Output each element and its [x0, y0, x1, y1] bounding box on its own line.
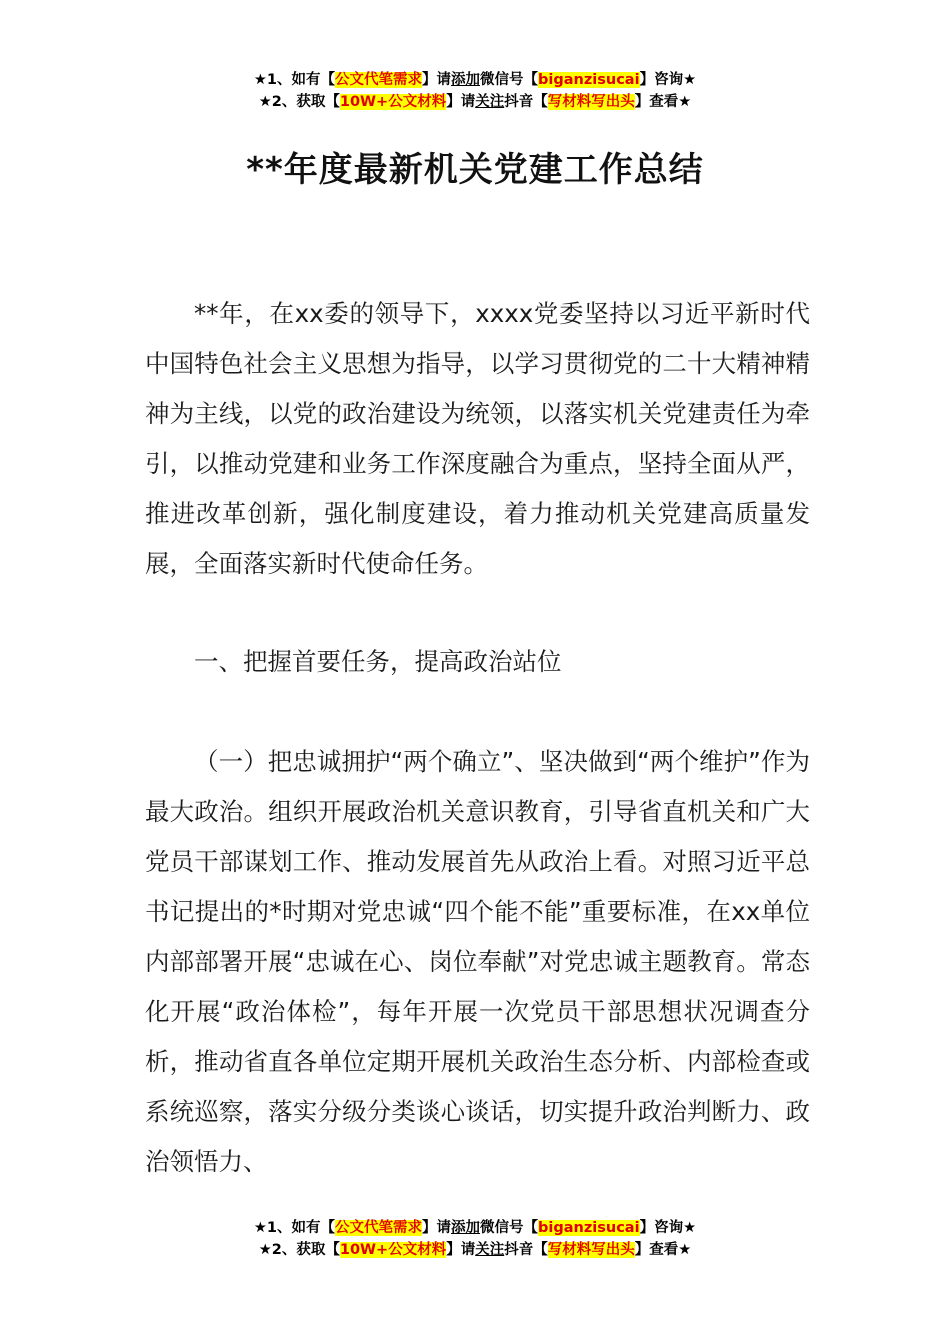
intro-section: [145, 289, 810, 589]
promo-text: 微信号【: [480, 72, 539, 88]
header-promo-banner: [0, 69, 950, 113]
promo-text: 】咨询★: [639, 1220, 697, 1236]
promo-highlight: 10W+公文材料: [339, 94, 447, 110]
footer-promo-banner: [0, 1217, 950, 1261]
promo-highlight: biganzisucai: [538, 72, 640, 88]
body-paragraph: （一）把忠诚拥护“两个确立”、坚决做到“两个维护”作为最大政治。组织开展政治机关意识教育，引导省直机关和广大党员干部谋划工作、推动发展首先从政治上看。对照习近平总书记提出的*时期对党忠诚“四个能不能”重要标准，在xx单位内部部署开展“忠诚在心、岗位奉献”对党忠诚主题教育。常态化开展“政治体检”，每年开展一次党员干部思想状况调查分析，推动省直各单位定期开展机关政治生态分析、内部检查或系统巡察，落实分级分类谈心谈话，切实提升政治判断力、政治领悟力、: [145, 747, 810, 1176]
promo-underline: 关注: [475, 1242, 505, 1258]
promo-highlight: 公文代笔需求: [335, 1220, 423, 1236]
document-title: **年度最新机关党建工作总结: [246, 150, 704, 190]
promo-text: 抖音【: [504, 1242, 548, 1258]
promo-text: 微信号【: [480, 1220, 539, 1236]
promo-highlight: biganzisucai: [538, 1220, 640, 1236]
promo-underline: 关注: [475, 94, 505, 110]
promo-text: 】查看★: [634, 94, 692, 110]
promo-underline: 添加: [451, 72, 481, 88]
promo-underline: 添加: [451, 1220, 481, 1236]
section-heading: 一、把握首要任务，提高政治站位: [194, 647, 562, 676]
promo-text: 抖音【: [504, 94, 548, 110]
promo-text: 】请: [446, 1242, 476, 1258]
promo-text: 】请: [422, 72, 452, 88]
promo-text: ★2、获取【: [258, 94, 340, 110]
promo-highlight: 写材料写出头: [547, 1242, 635, 1258]
section-heading-section: [145, 637, 810, 687]
promo-text: 】请: [422, 1220, 452, 1236]
promo-highlight: 公文代笔需求: [335, 72, 423, 88]
promo-line-1: [0, 69, 950, 91]
promo-highlight: 写材料写出头: [547, 94, 635, 110]
promo-text: ★2、获取【: [258, 1242, 340, 1258]
promo-text: ★1、如有【: [253, 1220, 336, 1236]
promo-line-1: [0, 1217, 950, 1239]
promo-text: ★1、如有【: [253, 72, 336, 88]
promo-text: 】请: [446, 94, 476, 110]
intro-paragraph: **年，在xx委的领导下，xxxx党委坚持以习近平新时代中国特色社会主义思想为指导，以学习贯彻党的二十大精神精神为主线，以党的政治建设为统领，以落实机关党建责任为牵引，以推动党建和业务工作深度融合为重点，坚持全面从严，推进改革创新，强化制度建设，着力推动机关党建高质量发展，全面落实新时代使命任务。: [145, 299, 810, 578]
promo-highlight: 10W+公文材料: [339, 1242, 447, 1258]
section-body: [145, 737, 810, 1187]
promo-line-2: [0, 91, 950, 113]
promo-text: 】咨询★: [639, 72, 697, 88]
promo-text: 】查看★: [634, 1242, 692, 1258]
promo-line-2: [0, 1239, 950, 1261]
